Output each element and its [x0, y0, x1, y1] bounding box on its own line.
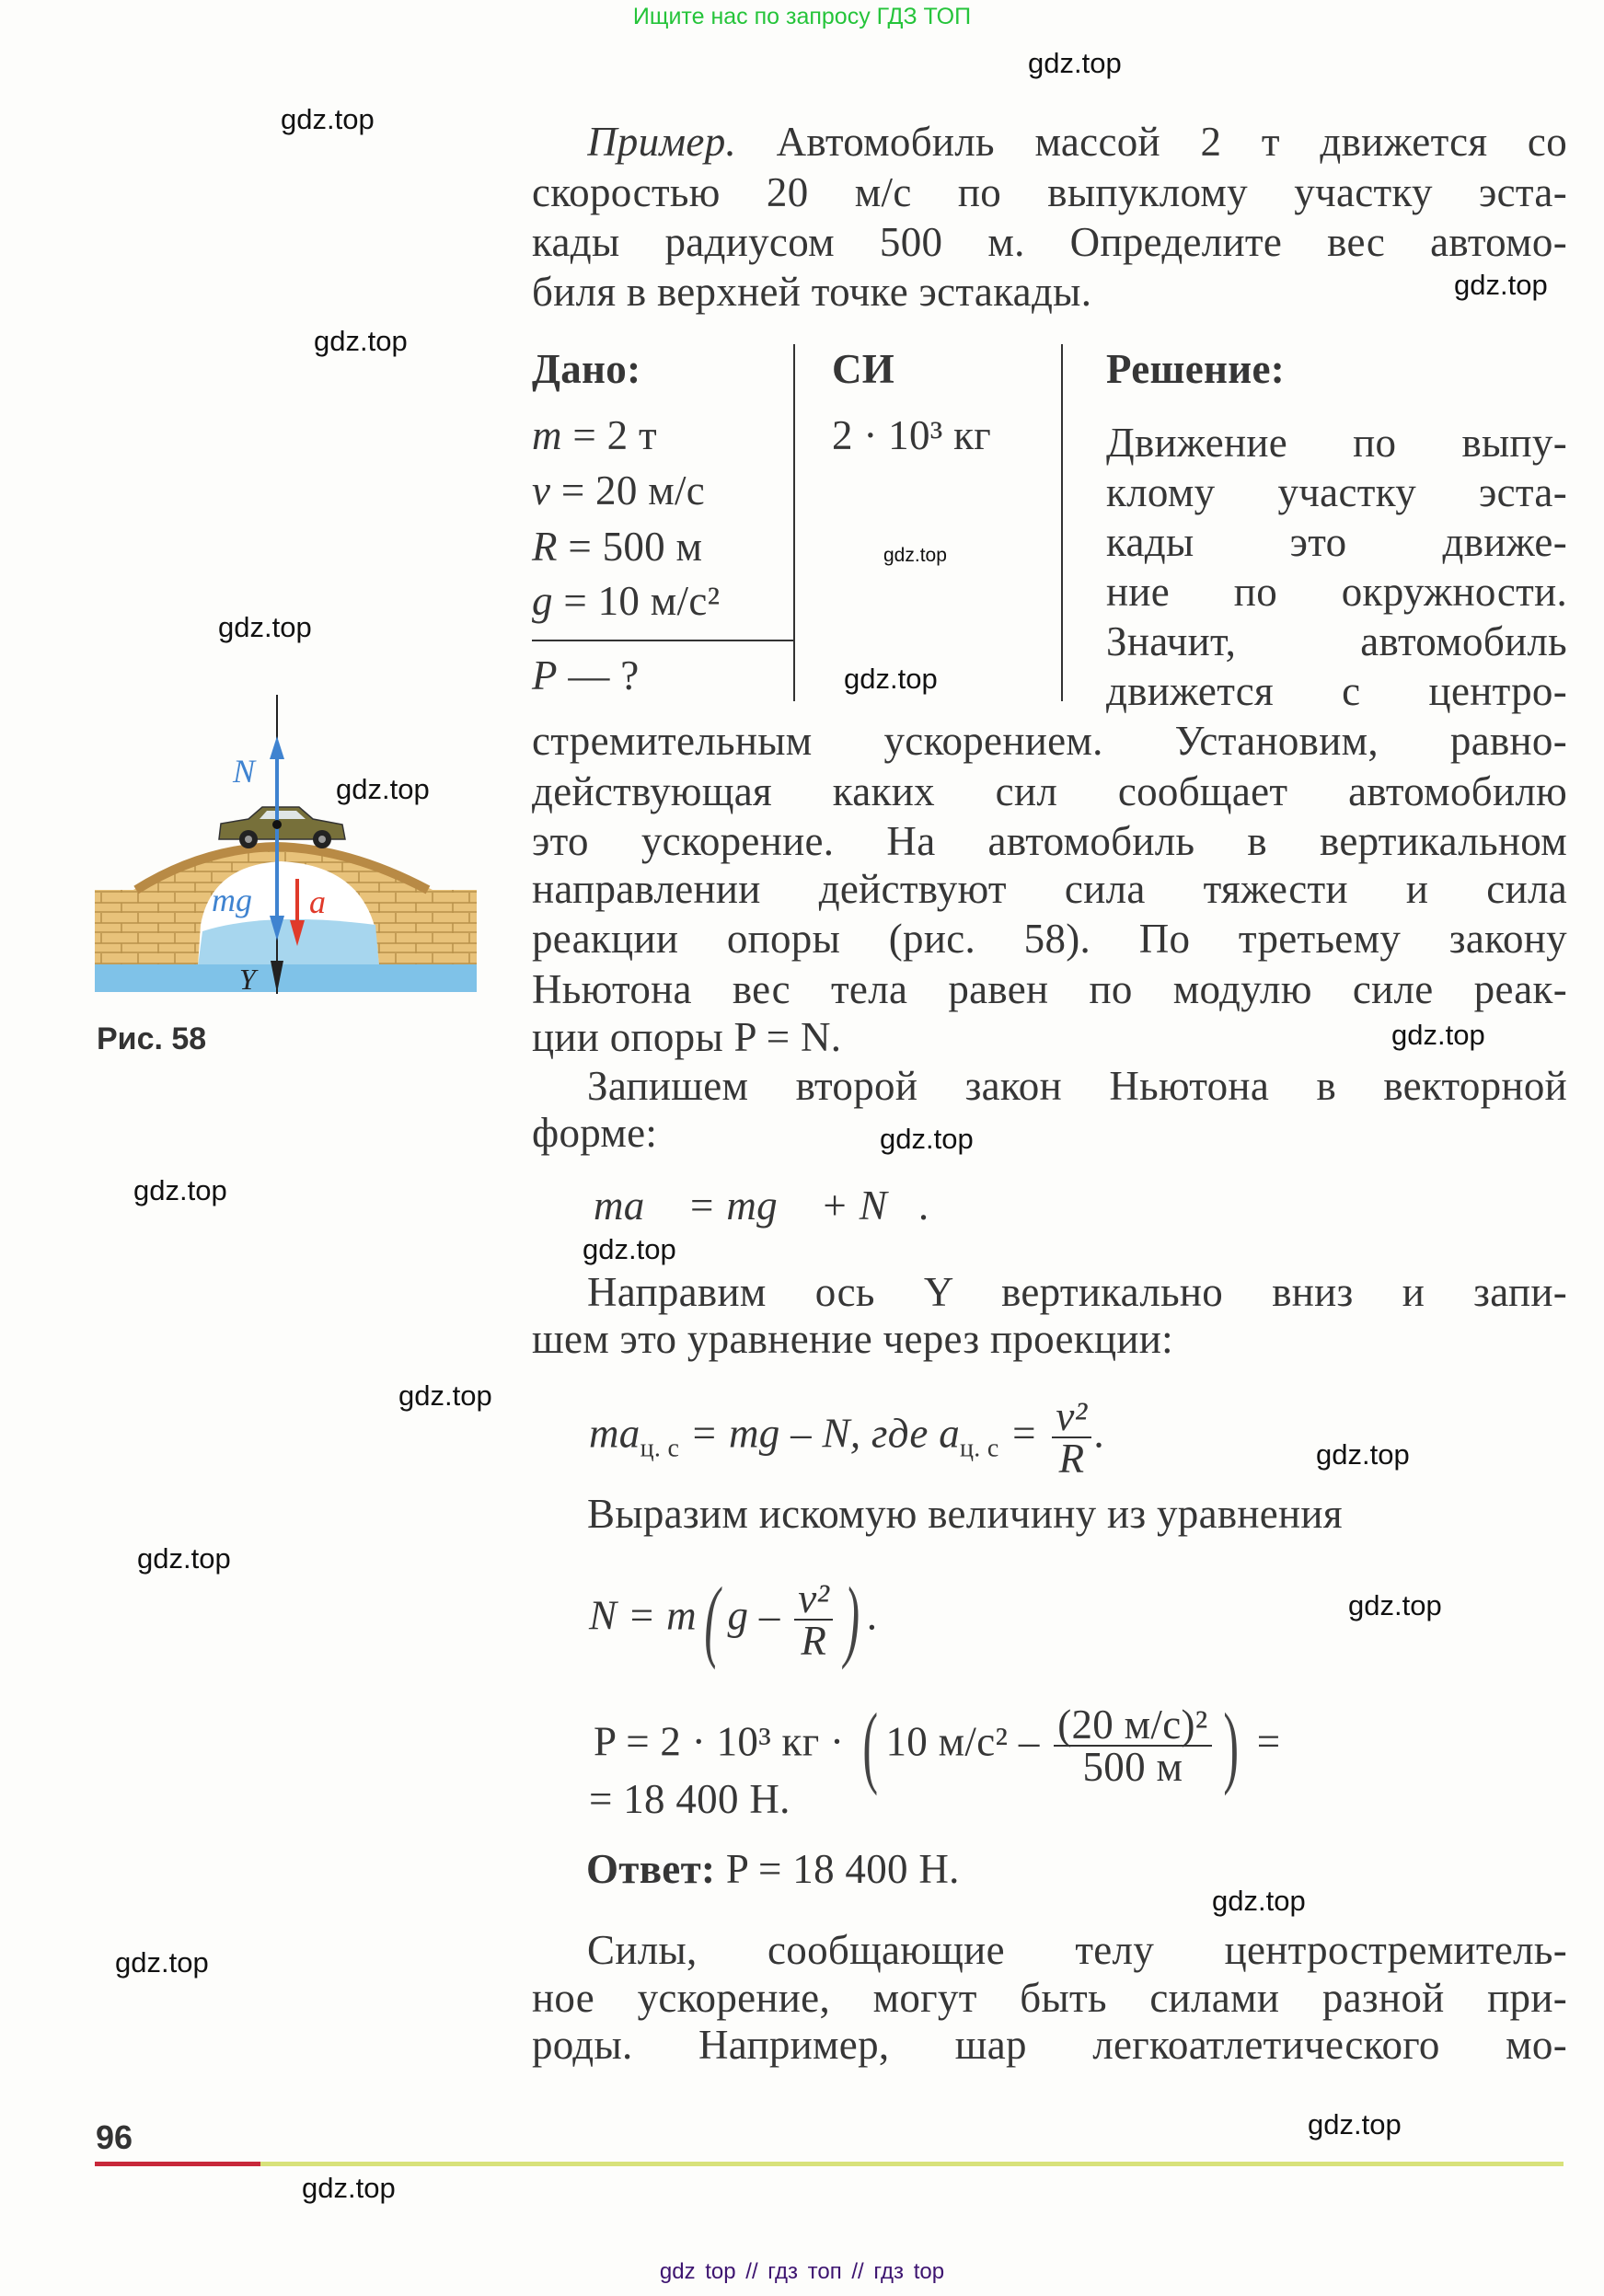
body-line: Силы, сообщающие телу центростремитель-	[587, 1927, 1567, 1973]
body-line: направлении действуют сила тяжести и сила	[532, 866, 1567, 912]
watermark: gdz.top	[314, 325, 408, 357]
page-rule-green	[260, 2162, 1564, 2166]
formula-substitution: P = 2 · 10³ кг · ( 10 м/с² – $\frac{\text{(20 м/с)²}}{500 м}$ ) =	[594, 1694, 1281, 1796]
given-item: v = 20 м/с	[532, 467, 706, 513]
watermark: gdz.top	[1212, 1885, 1306, 1917]
page-rule-red	[95, 2162, 260, 2166]
example-label: Пример.	[587, 119, 737, 165]
watermark: gdz.top	[1308, 2108, 1402, 2140]
table-divider	[1061, 344, 1063, 701]
body-line: Выразим искомую величину из уравнения	[587, 1491, 1343, 1537]
body-line: действующая каких сил сообщает автомобилю	[532, 768, 1567, 814]
watermark: gdz.top	[1454, 269, 1548, 301]
solution-line: кады это движе-	[1106, 519, 1567, 565]
answer: Ответ: P = 18 400 Н.	[586, 1846, 960, 1892]
watermark: gdz.top	[133, 1174, 227, 1206]
si-header: СИ	[832, 346, 895, 392]
footer-links[interactable]: gdz top // гдз топ // гдз top	[659, 2259, 945, 2284]
watermark: gdz.top	[1391, 1019, 1485, 1051]
label-Y: Y	[239, 963, 256, 996]
watermark: gdz.top	[302, 2172, 396, 2204]
solution-line: Движение по выпу-	[1106, 420, 1567, 466]
given-item: R = 500 м	[532, 524, 703, 570]
watermark: gdz.top	[880, 1123, 974, 1155]
body-line: стремительным ускорением. Установим, равно-	[532, 718, 1567, 764]
body-line: шем это уравнение через проекции:	[532, 1316, 1173, 1362]
watermark: gdz.top	[115, 1946, 209, 1979]
problem-line: скоростью 20 м/с по выпуклому участку эста-	[532, 169, 1567, 215]
body-line: ное ускорение, могут быть силами разной при-	[532, 1975, 1567, 2021]
body-line: ции опоры P = N.	[532, 1014, 842, 1060]
problem-line	[587, 117, 1567, 167]
label-N: N⃗	[233, 753, 282, 790]
label-mg: mg⃗	[212, 882, 278, 918]
watermark: gdz.top	[137, 1542, 231, 1575]
table-divider	[793, 344, 795, 701]
find-item: P — ?	[532, 652, 640, 698]
body-line: Ньютона вес тела равен по модулю силе реак-	[532, 966, 1567, 1012]
bridge-figure	[83, 690, 497, 1058]
solution-line: движется с центро-	[1106, 668, 1567, 714]
problem-line: кады радиусом 500 м. Определите вес автомо-	[532, 219, 1567, 265]
body-line: роды. Например, шар легкоатлетического мо-	[532, 2022, 1567, 2068]
watermark: gdz.top	[398, 1379, 492, 1412]
problem-text: Автомобиль массой 2 т движется со	[736, 119, 1567, 165]
watermark: gdz.top	[281, 103, 375, 135]
body-line: реакции опоры (рис. 58). По третьему закону	[532, 916, 1567, 962]
watermark: gdz.top	[1316, 1438, 1410, 1471]
watermark: gdz.top	[883, 545, 947, 566]
body-line: Направим ось Y вертикально вниз и запи-	[587, 1269, 1567, 1315]
formula-result: = 18 400 Н.	[589, 1776, 790, 1822]
watermark: gdz.top	[218, 611, 312, 643]
water	[95, 964, 477, 992]
body-line: Запишем второй закон Ньютона в векторной	[587, 1063, 1567, 1109]
watermark: gdz.top	[336, 773, 430, 805]
problem-line: биля в верхней точке эстакады.	[532, 269, 1092, 315]
given-header: Дано:	[532, 346, 641, 392]
solution-line: ние по окружности.	[1106, 569, 1567, 615]
figure-caption: Рис. 58	[97, 1021, 207, 1056]
watermark: gdz.top	[1348, 1589, 1442, 1621]
body-line: форме:	[532, 1110, 658, 1156]
watermark: gdz.top	[844, 663, 938, 695]
solution-line: клому участку эста-	[1106, 469, 1567, 515]
page-number: 96	[96, 2118, 133, 2156]
given-item: g = 10 м/с²	[532, 578, 721, 624]
solution-header: Решение:	[1106, 346, 1286, 392]
watermark: gdz.top	[583, 1233, 676, 1265]
solution-line: Значит, автомобиль	[1106, 618, 1567, 664]
given-underline	[532, 640, 795, 641]
watermark: gdz.top	[1028, 47, 1122, 79]
label-a: a⃗	[309, 883, 352, 920]
formula-vector: ma⃗ = mg⃗ + N⃗.	[594, 1183, 930, 1229]
search-banner[interactable]: Ищите нас по запросу ГДЗ ТОП	[632, 4, 972, 29]
given-item: m = 2 т	[532, 412, 657, 458]
formula-solved: N = m( g – $\frac{\text{v²}}{R}$ ) .	[589, 1568, 879, 1670]
formula-projection: $ma_{ц. с}$ = mg – N, где $a_{ц. с}$ = $\frac{\text{v²}}{R}$ .	[589, 1393, 1106, 1482]
si-value: 2 · 10³ кг	[832, 412, 992, 458]
body-line: это ускорение. На автомобиль в вертикальном	[532, 818, 1567, 864]
